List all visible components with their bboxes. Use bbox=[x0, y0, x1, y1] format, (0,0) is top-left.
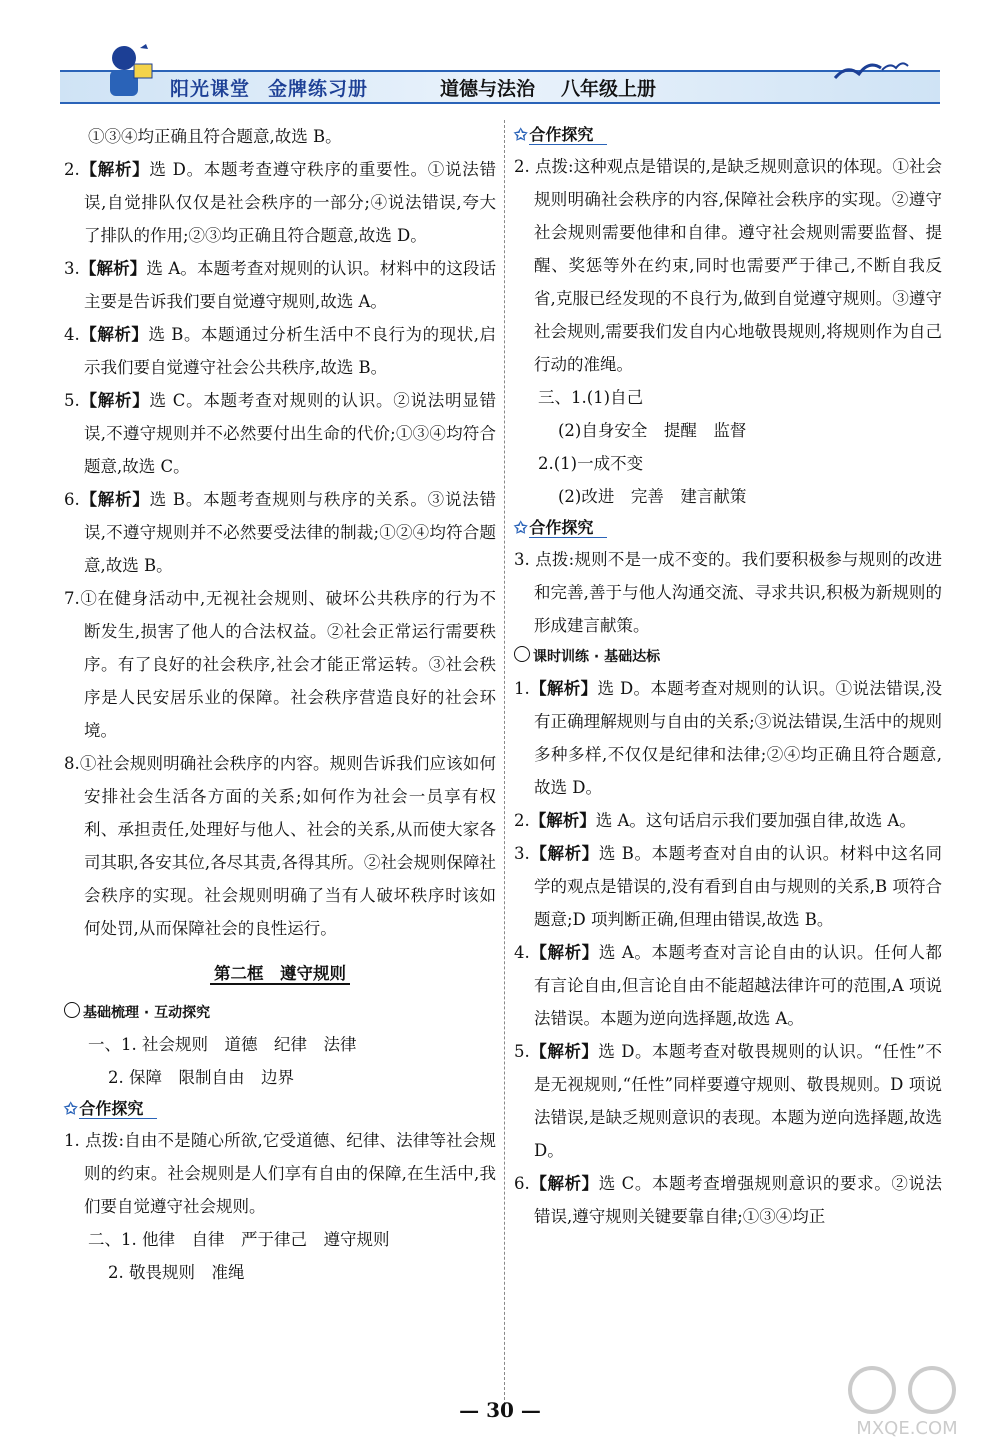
answer-item: 1.【解析】选 D。本题考查对规则的认识。①说法错误,没有正确理解规则与自由的关系;③说法错误,生活中的规则多种多样,不仅仅是纪律和法律;②④均正确且符合题意,故选 D。 bbox=[514, 679, 943, 797]
watermark-logo bbox=[832, 1360, 982, 1440]
circle-badge-icon bbox=[64, 1002, 80, 1018]
answer-item: 3. 点拨:规则不是一成不变的。我们要积极参与规则的改进和完善,善于与他人沟通交流、寻求共识,积极为新规则的形成建言献策。 bbox=[514, 550, 942, 635]
reading-child-icon bbox=[90, 42, 160, 100]
cooperation-head: ✩ 合作探究 bbox=[514, 513, 942, 543]
subject-title bbox=[440, 74, 682, 101]
answer-item: 2.【解析】选 D。本题考查遵守秩序的重要性。①说法错误,自觉排队仅仅是社会秩序的一部分;④说法错误,夸大了排队的作用;②③均正确且符合题意,故选 D。 bbox=[64, 160, 496, 245]
page-header bbox=[60, 40, 940, 100]
subsection-head: 课时训练 · 基础达标 bbox=[514, 642, 942, 672]
answer-text: 二、1. 他律 自律 严于律己 遵守规则 bbox=[88, 1230, 390, 1249]
page-number: — 30 — bbox=[459, 1398, 541, 1422]
grade-name: 八年级上册 bbox=[561, 78, 657, 100]
answer-item: 7.①在健身活动中,无视社会规则、破坏公共秩序的行为不断发生,损害了他人的合法权益。②社会正常运行需要秩序。有了良好的社会秩序,社会才能正常运转。③社会秩序是人民安居乐业的保障。社会秩序营造良好的社会环境。 bbox=[64, 589, 496, 740]
brand-name-1: 阳光课堂 bbox=[170, 78, 251, 100]
brand-name-2: 金牌练习册 bbox=[268, 78, 369, 100]
star-icon: ✩ bbox=[514, 518, 528, 537]
answer-item: 8.①社会规则明确社会秩序的内容。规则告诉我们应该如何安排社会生活各方面的关系;如何作为社会一员享有权利、承担责任,处理好与他人、社会的关系,从而使大家各司其职,各安其位,各尽其责,各得其所。②社会规则保障社会秩序的实现。社会规则明确了当有人破坏秩序时该如何处罚,从而保障社会的良性运行。 bbox=[64, 754, 496, 938]
star-icon: ✩ bbox=[514, 125, 528, 144]
cooperation-head: ✩ 合作探究 bbox=[514, 120, 942, 150]
answer-item: 5.【解析】选 C。本题考查对规则的认识。②说法明显错误,不遵守规则并不必然要付出生命的代价;①③④均符合题意,故选 C。 bbox=[64, 391, 497, 476]
brand-title bbox=[170, 74, 368, 101]
answer-text: (2)自身安全 提醒 监督 bbox=[558, 421, 747, 440]
section-title: 第二框 遵守规则 bbox=[64, 957, 496, 990]
answer-item: 2.【解析】选 A。这句话启示我们要加强自律,故选 A。 bbox=[514, 811, 916, 830]
answer-item: 5.【解析】选 D。本题考查对敬畏规则的认识。“任性”不是无视规则,“任性”同样要遵守规则、敬畏规则。D 项说法错误,是缺乏规则意识的表现。本题为逆向选择题,故选 D。 bbox=[514, 1042, 942, 1160]
watermark-text: MXQE.COM bbox=[856, 1418, 958, 1439]
answer-text: 一、1. 社会规则 道德 纪律 法律 bbox=[88, 1035, 357, 1054]
answer-text: (2)改进 完善 建言献策 bbox=[558, 487, 747, 506]
subject-name: 道德与法治 bbox=[440, 78, 536, 100]
answer-item: 3.【解析】选 A。本题考查对规则的认识。材料中的这段话主要是告诉我们要自觉遵守规则,故选 A。 bbox=[64, 259, 496, 311]
answer-item: 2. 点拨:这种观点是错误的,是缺乏规则意识的体现。①社会规则明确社会秩序的内容,保障社会秩序的实现。②遵守社会规则需要他律和自律。遵守社会规则需要监督、提醒、奖惩等外在约束,同时也需要严于律己,不断自我反省,克服已经发现的不良行为,做到自觉遵守规则。③遵守社会规则,需要我们发自内心地敬畏规则,将规则作为自己行动的准绳。 bbox=[514, 157, 942, 374]
answer-item: 6.【解析】选 B。本题考查规则与秩序的关系。③说法错误,不遵守规则并不必然要受法律的制裁;①②④均符合题意,故选 B。 bbox=[64, 490, 496, 575]
answer-text: 三、1.(1)自己 bbox=[538, 388, 644, 407]
column-divider bbox=[504, 120, 505, 1410]
subsection-head: 基础梳理 · 互动探究 bbox=[64, 998, 496, 1028]
answer-item: 4.【解析】选 B。本题通过分析生活中不良行为的现状,启示我们要自觉遵守社会公共秩序,故选 B。 bbox=[64, 325, 496, 377]
star-icon: ✩ bbox=[64, 1099, 78, 1118]
answer-item: 1. 点拨:自由不是随心所欲,它受道德、纪律、法律等社会规则的约束。社会规则是人们享有自由的保障,在生活中,我们要自觉遵守社会规则。 bbox=[64, 1131, 496, 1216]
answer-item: 6.【解析】选 C。本题考查增强规则意识的要求。②说法错误,遵守规则关键要靠自律;①③④均正 bbox=[514, 1174, 943, 1226]
seagull-icon bbox=[830, 48, 910, 88]
answer-text: ①③④均正确且符合题意,故选 B。 bbox=[88, 127, 342, 146]
cooperation-head: ✩ 合作探究 bbox=[64, 1094, 496, 1124]
answer-text: 2. 保障 限制自由 边界 bbox=[108, 1068, 294, 1087]
circle-badge-icon bbox=[514, 646, 530, 662]
answer-item: 3.【解析】选 B。本题考查对自由的认识。材料中这名同学的观点是错误的,没有看到自由与规则的关系,B 项符合题意;D 项判断正确,但理由错误,故选 B。 bbox=[514, 844, 942, 929]
answer-item: 4.【解析】选 A。本题考查对言论自由的认识。任何人都有言论自由,但言论自由不能超越法律许可的范围,A 项说法错误。本题为逆向选择题,故选 A。 bbox=[514, 943, 942, 1028]
right-column bbox=[514, 120, 942, 1233]
left-column bbox=[64, 120, 496, 1289]
answer-text: 2.(1)一成不变 bbox=[538, 454, 644, 473]
answer-text: 2. 敬畏规则 准绳 bbox=[108, 1263, 245, 1282]
